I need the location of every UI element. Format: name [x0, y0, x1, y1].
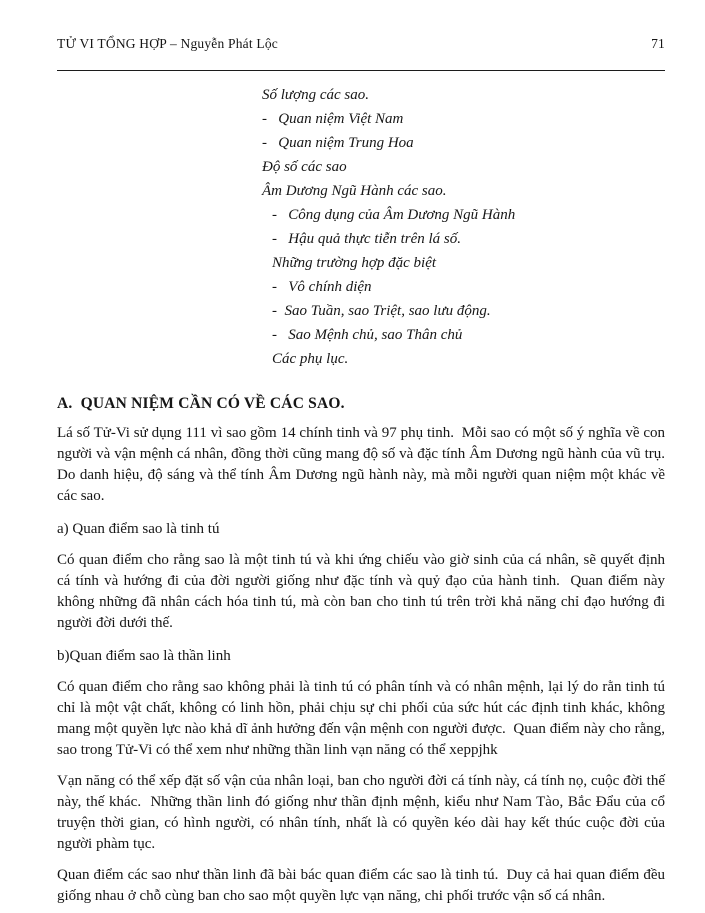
toc-item: Những trường hợp đặc biệt [272, 255, 437, 271]
section-heading: A. QUAN NIỆM CẦN CÓ VỀ CÁC SAO. [57, 395, 345, 412]
toc-item: - Sao Mệnh chủ, sao Thân chủ [272, 327, 463, 343]
subheading-a: a) Quan điểm sao là tinh tú [57, 521, 220, 537]
header-divider [57, 70, 665, 71]
toc-item: - Quan niệm Trung Hoa [262, 135, 414, 151]
toc-item: Các phụ lục. [272, 351, 349, 367]
page-header [57, 36, 665, 52]
paragraph-b1: Có quan điểm cho rằng sao không phải là tinh tú có phân tính và có nhân mệnh, lại lý do rằn tinh tú chỉ là một vật chất, không có linh hồn, phải chịu sự chi phối của sức hút các định tinh khác, không mang một quyền lực nào khả dĩ ảnh hưởng đến vận mệnh con người được. Quan điểm này cho rằng, sao trong Tử-Vi có thể xem như những thần linh vạn năng có thể xeppjhk [57, 679, 669, 758]
running-title: TỬ VI TỔNG HỢP – Nguyễn Phát Lộc [57, 36, 278, 51]
paragraph-intro: Lá số Tử-Vi sử dụng 111 vì sao gồm 14 chính tinh và 97 phụ tinh. Mỗi sao có một số ý nghĩa về con người và vận mệnh cá nhân, đồng thời cũng mang độ số và đặc tính Âm Dương ngũ hành của vũ trụ. Do danh hiệu, độ sáng và thể tính Âm Dương ngũ hành này, mà mỗi người quan niệm một khác về các sao. [57, 425, 673, 504]
paragraph-b2: Vạn năng có thể xếp đặt số vận của nhân loại, ban cho người đời cá tính này, cá tính nọ, cuộc đời thế này, thế khác. Những thần linh đó giống như thần định mệnh, kiểu như Nam Tào, Bắc Đẩu của cổ truyện thời gian, có hình người, có nhân tính, nhất là có quyền kéo dài hay kết thúc cuộc đời của người phàm tục. [57, 773, 669, 852]
page-number: 71 [651, 36, 665, 51]
paragraph-b3: Quan điểm các sao như thần linh đã bài bác quan điểm các sao là tinh tú. Duy cả hai quan điểm đều giống nhau ở chỗ cùng ban cho sao một quyền lực vạn năng, chi phối trước vận số cá nhân. [57, 867, 669, 904]
table-of-contents [262, 83, 665, 371]
toc-item: - Hậu quả thực tiễn trên lá số. [272, 231, 461, 247]
toc-item: - Sao Tuần, sao Triệt, sao lưu động. [272, 303, 491, 319]
toc-item: - Công dụng của Âm Dương Ngũ Hành [272, 207, 516, 223]
toc-item: - Quan niệm Việt Nam [262, 111, 404, 127]
subheading-b: b)Quan điểm sao là thần linh [57, 648, 231, 664]
toc-item: Độ số các sao [262, 159, 347, 175]
paragraph-a: Có quan điểm cho rằng sao là một tinh tú và khi ứng chiếu vào giờ sinh của cá nhân, sẽ quyết định cá tính và hướng đi của đời người giống như đặc tính và quỷ đạo của hành tinh. Quan điểm này không những đã nhân cách hóa tinh tú, mà còn ban cho tinh tú trên trời khả năng chỉ đạo hướng đi người đời dưới thế. [57, 552, 669, 631]
toc-item: - Vô chính diện [272, 279, 372, 295]
toc-item: Âm Dương Ngũ Hành các sao. [262, 183, 447, 199]
toc-item: Số lượng các sao. [262, 87, 370, 103]
